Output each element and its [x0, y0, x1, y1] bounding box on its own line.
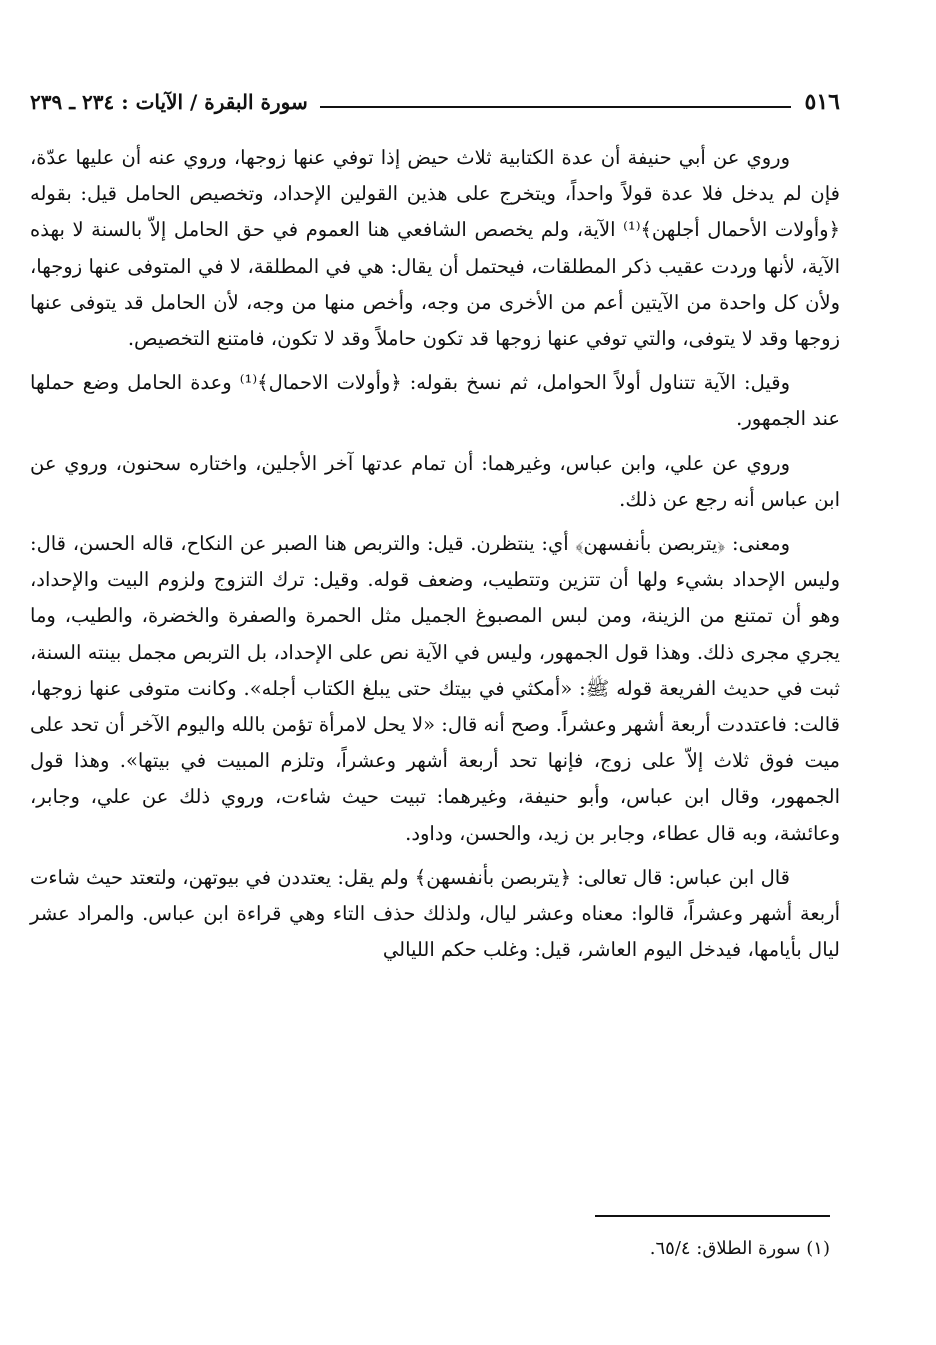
footnote: (١) سورة الطلاق: ٦٥/٤. — [649, 1238, 830, 1259]
paragraph: قال ابن عباس: قال تعالى: ﴿يتربصن بأنفسهن﴾ ولم يقل: يعتددن في بيوتهن، ولتعتد حيث شاءت أربعة أشهر وعشراً، قالوا: معناه وعشر ليال، ولذلك حذف التاء وهي قراءة ابن عباس. والمراد عشر ليال بأيامها، فيدخل اليوم العاشر، قيل: وغلب حكم الليالي — [30, 865, 840, 962]
running-title: سورة البقرة / الآيات : ٢٣٤ ـ ٢٣٩ — [30, 90, 308, 114]
paragraph: وروي عن علي، وابن عباس، وغيرهما: أن تمام عدتها آخر الأجلين، واختاره سحنون، وروي عن ابن عباس أنه رجع عن ذلك. — [30, 451, 840, 511]
footnote-rule — [595, 1215, 830, 1217]
page-header — [30, 84, 840, 120]
page-number: ٥١٦ — [804, 89, 840, 115]
body-text — [30, 140, 840, 974]
paragraph: وروي عن أبي حنيفة أن عدة الكتابية ثلاث حيض إذا توفي عنها زوجها، وروي عنه أن عليها عدّة، فإن لم يدخل فلا عدة قولاً واحداً، ويتخرج على هذين القولين الإحداد، وتخصيص الحامل قيل: بقوله ﴿وأولات الأحمال أجلهن﴾⁽¹⁾ الآية، ولم يخصص الشافعي هنا العموم في حق الحامل إلاّ بالسنة لا بهذه الآية، لأنها وردت عقيب ذكر المطلقات، فيحتمل أن يقال: هي في المطلقة، لا في المتوفى عنها زوجها، ولأن كل واحدة من الآيتين أعم من الأخرى من وجه، وأخص منها من وجه، لأن الحامل قد يتوفى عنها زوجها وقد لا يتوفى، والتي توفي عنها زوجها قد تكون حاملاً وقد لا تكون، فامتنع التخصيص. — [30, 146, 840, 351]
paragraph: وقيل: الآية تتناول أولاً الحوامل، ثم نسخ بقوله: ﴿وأولات الاحمال﴾⁽¹⁾ وعدة الحامل وضع حملها عند الجمهور. — [30, 371, 840, 431]
paragraph: ومعنى: ﴿يتربصن بأنفسهن﴾ أي: ينتظرن. قيل: والتربص هنا الصبر عن النكاح، قاله الحسن، قال: وليس الإحداد بشيء ولها أن تتزين وتتطيب، وضعف قوله. وقيل: ترك التزوج ولزوم البيت والإحداد، وهو أن تمتنع من الزينة، ومن لبس المصبوغ الجميل مثل الحمرة والصفرة والخضرة، والطيب، وما يجري مجرى ذلك. وهذا قول الجمهور، وليس في الآية نص على الإحداد، بل التربص مجمل بينته السنة، ثبت في حديث الفريعة قوله ﷺ: «أمكثي في بيتك حتى يبلغ الكتاب أجله». وكانت متوفى عنها زوجها، قالت: فاعتددت أربعة أشهر وعشراً. وصح أنه قال: «لا يحل لامرأة تؤمن بالله واليوم الآخر أن تحد على ميت فوق ثلاث إلاّ على زوج، فإنها تحد أربعة أشهر وعشراً، وتلزم المبيت في بيتها». وهذا قول الجمهور، وقال ابن عباس، وأبو حنيفة، وغيرهما: تبيت حيث شاءت، وروي ذلك عن علي، وجابر، وعائشة، وبه قال عطاء، وجابر بن زيد، والحسن، وداود. — [30, 532, 841, 845]
header-rule — [320, 106, 791, 108]
